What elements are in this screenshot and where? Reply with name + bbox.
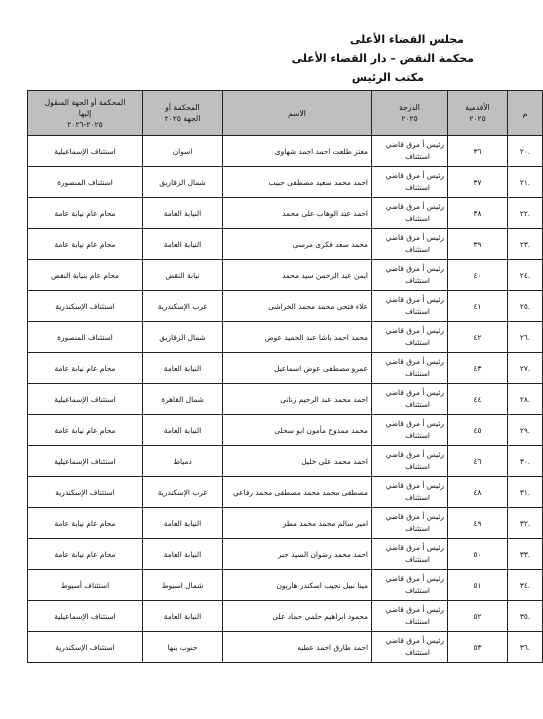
col-header-destination-court: المحكمة أو الجهة المنقول إليها ٢٠٢٥-٢٠٢٦ [28,91,143,136]
row-current-court: شمال الزقازيق [143,322,223,353]
table-header [28,91,543,136]
row-current-court: شمال الزقازيق [143,167,223,198]
row-current-court: النيابة العامة [143,198,223,229]
row-degree: رئيس أ مرق قاضي استئناف [372,539,448,570]
row-current-court: دمياط [143,446,223,477]
row-name: محمد احمد باشا عبد الحميد عوض [223,322,372,353]
table-row [28,384,543,415]
office-title: مكتب الرئيس [351,71,424,84]
table-row [28,632,543,663]
row-name: محمد سعد فكرى مرسى [223,229,372,260]
row-destination-court: استئناف المنصورة [28,322,143,353]
table-row [28,601,543,632]
row-seniority: ٤٨ [448,477,508,508]
row-number: .٢٣ [508,229,543,260]
row-current-court: النيابة العامة [143,539,223,570]
row-current-court: غرب الإسكندرية [143,291,223,322]
row-name: ايمن عبد الرحمن سيد محمد [223,260,372,291]
row-seniority: ٤٥ [448,415,508,446]
row-destination-court: محام عام نيابة عامة [28,415,143,446]
row-name: معتز طلعت احمد احمد شهاوى [223,136,372,167]
row-seniority: ٤٣ [448,353,508,384]
row-seniority: ٣٨ [448,198,508,229]
row-number: .٢١ [508,167,543,198]
row-number: .٢٠ [508,136,543,167]
row-degree: رئيس أ مرق قاضي استئناف [372,167,448,198]
table-row [28,291,543,322]
row-current-court: النيابة العامة [143,353,223,384]
row-destination-court: استئناف الإسكندرية [28,632,143,663]
row-degree: رئيس أ مرق قاضي استئناف [372,260,448,291]
row-number: .٢٦ [508,322,543,353]
row-number: .٢٩ [508,415,543,446]
table-row [28,508,543,539]
table-row [28,570,543,601]
row-name: محمود ابراهيم حلمى حماد على [223,601,372,632]
row-degree: رئيس أ مرق قاضي استئناف [372,570,448,601]
table-row [28,446,543,477]
table-row [28,229,543,260]
row-seniority: ٤٤ [448,384,508,415]
row-degree: رئيس أ مرق قاضي استئناف [372,353,448,384]
row-destination-court: محام عام نيابة عامة [28,198,143,229]
row-name: مصطفى محمد محمد مصطفى محمد رفاعي [223,477,372,508]
row-current-court: شمال اسيوط [143,570,223,601]
row-name: احمد محمد عبد الرحيم زناتى [223,384,372,415]
row-seniority: ٤٠ [448,260,508,291]
row-number: .٣٢ [508,508,543,539]
table-body [28,136,543,663]
col-header-name: الاسم [223,91,372,136]
col-header-degree: الدرجة ٢٠٢٥ [372,91,448,136]
row-seniority: ٥٢ [448,601,508,632]
row-seniority: ٤٦ [448,446,508,477]
row-number: .٣١ [508,477,543,508]
row-number: .٢٧ [508,353,543,384]
table-row [28,477,543,508]
row-number: .٣٠ [508,446,543,477]
row-number: .٢٨ [508,384,543,415]
row-number: .٣٤ [508,570,543,601]
row-name: احمد محمد رضوان السيد جبر [223,539,372,570]
row-degree: رئيس أ مرق قاضي استئناف [372,198,448,229]
row-destination-court: استئناف الإسماعيلية [28,384,143,415]
row-name: عمرو مصطفى عوض اسماعيل [223,353,372,384]
table-row [28,353,543,384]
row-number: .٢٤ [508,260,543,291]
row-destination-court: محام عام نيابة عامة [28,539,143,570]
col-header-current-court: المحكمة أو الجهة ٢٠٢٥ [143,91,223,136]
row-current-court: النيابة العامة [143,415,223,446]
row-name: محمد ممدوح مأمون ابو سحلى [223,415,372,446]
header-row [28,91,543,136]
court-title: محكمة النقض – دار القضاء الأعلى [291,52,474,65]
table-row [28,539,543,570]
row-current-court: اسوان [143,136,223,167]
row-seniority: ٣٧ [448,167,508,198]
row-name: احمد محمد سعيد مصطفى حبيب [223,167,372,198]
council-title: مجلس القضاء الأعلى [350,33,464,46]
row-name: احمد عبد الوهاب على محمد [223,198,372,229]
row-destination-court: محام عام نيابة عامة [28,508,143,539]
row-number: .٣٦ [508,632,543,663]
row-name: علاء فتحى محمد محمد الخراشى [223,291,372,322]
row-number: .٢٥ [508,291,543,322]
row-seniority: ٥١ [448,570,508,601]
row-seniority: ٤٩ [448,508,508,539]
row-seniority: ٤٢ [448,322,508,353]
row-destination-court: استئناف المنصورة [28,167,143,198]
row-destination-court: محام عام بنيابة النقض [28,260,143,291]
row-destination-court: استئناف أسيوط [28,570,143,601]
row-current-court: جنوب بنها [143,632,223,663]
row-current-court: النيابة العامة [143,508,223,539]
row-number: .٣٥ [508,601,543,632]
row-destination-court: استئناف الإسكندرية [28,477,143,508]
transfer-table [27,90,543,663]
row-name: احمد طارق احمد عطيه [223,632,372,663]
row-seniority: ٥٣ [448,632,508,663]
row-degree: رئيس أ مرق قاضي استئناف [372,415,448,446]
row-degree: رئيس أ مرق قاضي استئناف [372,136,448,167]
row-destination-court: استئناف الإسماعيلية [28,446,143,477]
row-destination-court: محام عام نيابة عامة [28,353,143,384]
row-degree: رئيس أ مرق قاضي استئناف [372,632,448,663]
row-degree: رئيس أ مرق قاضي استئناف [372,477,448,508]
row-current-court: النيابة العامة [143,229,223,260]
row-degree: رئيس أ مرق قاضي استئناف [372,384,448,415]
row-seniority: ٥٠ [448,539,508,570]
row-number: .٢٢ [508,198,543,229]
row-destination-court: استئناف الإسكندرية [28,291,143,322]
col-header-number: م [508,91,543,136]
page-header [291,30,474,87]
table-row [28,198,543,229]
row-destination-court: استئناف الإسماعيلية [28,136,143,167]
row-seniority: ٣٩ [448,229,508,260]
row-current-court: غرب الإسكندرية [143,477,223,508]
row-degree: رئيس أ مرق قاضي استئناف [372,229,448,260]
row-name: احمد محمد على خليل [223,446,372,477]
row-degree: رئيس أ مرق قاضي استئناف [372,322,448,353]
col-header-seniority: الأقدمية ٢٠٢٥ [448,91,508,136]
table-row [28,167,543,198]
row-seniority: ٣٦ [448,136,508,167]
table-row [28,415,543,446]
row-degree: رئيس أ مرق قاضي استئناف [372,446,448,477]
row-name: مينا نبيل نجيب اسكندر هاريون [223,570,372,601]
row-seniority: ٤١ [448,291,508,322]
row-current-court: شمال القاهرة [143,384,223,415]
table-row [28,260,543,291]
row-current-court: نيابة النقض [143,260,223,291]
row-destination-court: محام عام نيابة عامة [28,229,143,260]
row-name: امير سالم محمد محمد مطر [223,508,372,539]
row-current-court: النيابة العامة [143,601,223,632]
row-number: .٣٣ [508,539,543,570]
row-destination-court: استئناف الإسماعيلية [28,601,143,632]
table-row [28,136,543,167]
row-degree: رئيس أ مرق قاضي استئناف [372,508,448,539]
row-degree: رئيس أ مرق قاضي استئناف [372,291,448,322]
table-row [28,322,543,353]
row-degree: رئيس أ مرق قاضي استئناف [372,601,448,632]
